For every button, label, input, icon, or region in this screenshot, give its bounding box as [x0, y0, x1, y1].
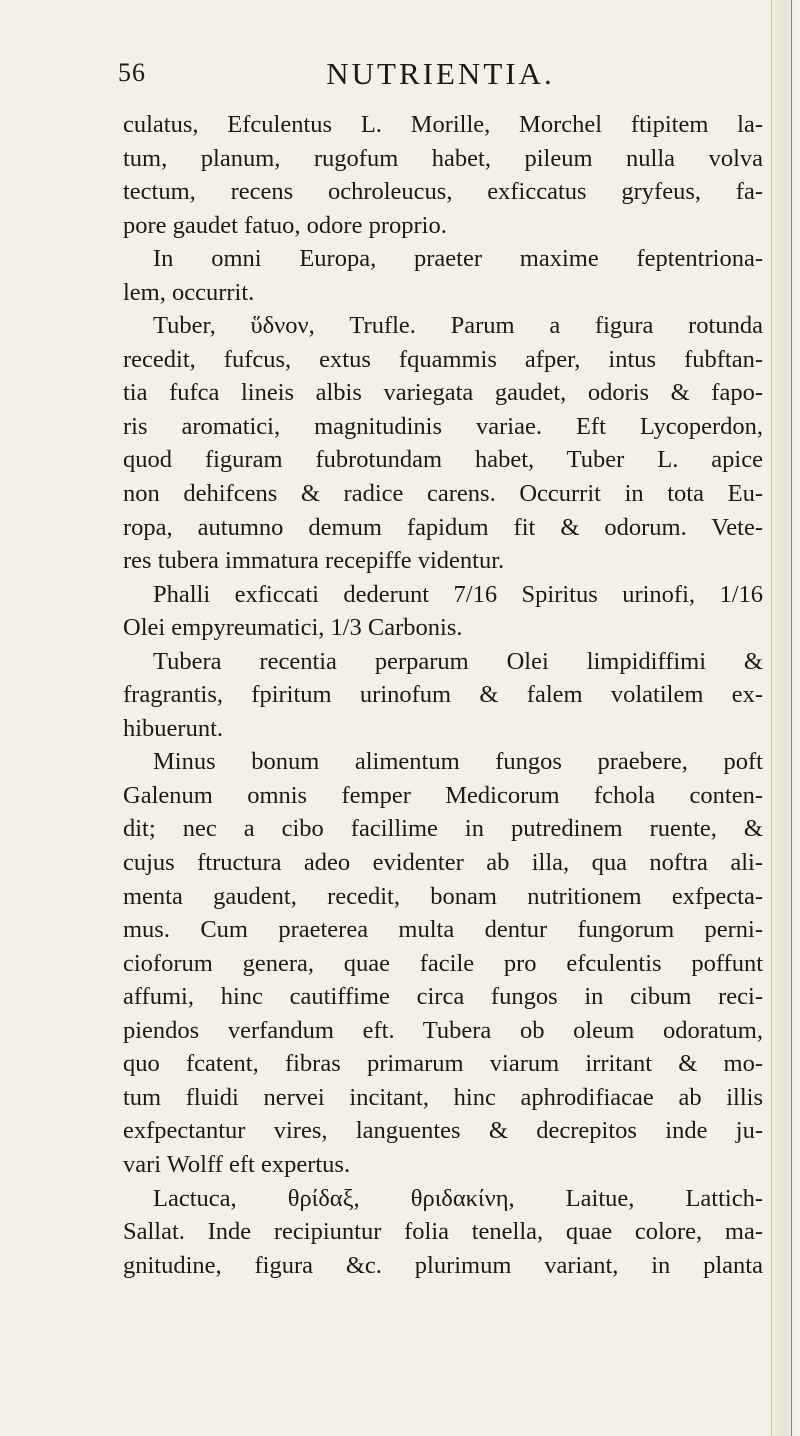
- text-line: lem, occurrit.: [123, 278, 255, 306]
- text-line: tum, planum, rugofum habet, pileum nulla volva: [123, 144, 763, 172]
- text-line: fragrantis, fpiritum urinofum & falem volatilem ex-: [123, 681, 763, 709]
- text-line: tia fufca lineis albis variegata gaudet, odoris & fapo-: [123, 379, 763, 407]
- text-line: hibuerunt.: [123, 714, 224, 742]
- text-line: quod figuram fubrotundam habet, Tuber L. apice: [123, 446, 763, 474]
- text-line: Olei empyreumatici, 1/3 Carbonis.: [123, 614, 463, 642]
- text-line: Tuber, ὕδνον, Trufle. Parum a figura rotunda: [153, 312, 763, 340]
- body-text: [123, 108, 763, 1282]
- text-line: cioforum genera, quae facile pro efculentis poffunt: [123, 949, 763, 977]
- text-line: recedit, fufcus, extus fquammis afper, intus fubftan-: [123, 345, 763, 373]
- page-number: 56: [118, 58, 146, 87]
- text-line: menta gaudent, recedit, bonam nutritionem exfpecta-: [123, 882, 763, 910]
- text-line: piendos verfandum eft. Tubera ob oleum odoratum,: [123, 1016, 763, 1044]
- text-line: Minus bonum alimentum fungos praebere, poft: [153, 748, 763, 776]
- text-line: Phalli exficcati dederunt 7/16 Spiritus urinofi, 1/16: [153, 580, 763, 608]
- text-line: tum fluidi nervei incitant, hinc aphrodifiacae ab illis: [123, 1083, 763, 1111]
- text-line: gnitudine, figura &c. plurimum variant, in planta: [123, 1251, 763, 1279]
- text-line: mus. Cum praeterea multa dentur fungorum perni-: [123, 916, 763, 944]
- text-line: ris aromatici, magnitudinis variae. Eft Lycoperdon,: [123, 412, 763, 440]
- text-line: Sallat. Inde recipiuntur folia tenella, quae colore, ma-: [123, 1218, 763, 1246]
- text-line: dit; nec a cibo facillime in putredinem ruente, &: [123, 815, 763, 843]
- text-line: non dehifcens & radice carens. Occurrit in tota Eu-: [123, 480, 763, 508]
- text-line: In omni Europa, praeter maxime feptentriona-: [153, 245, 763, 273]
- text-line: culatus, Efculentus L. Morille, Morchel ftipitem la-: [123, 111, 763, 138]
- page-edge: [771, 0, 800, 1436]
- text-line: tectum, recens ochroleucus, exficcatus gryfeus, fa-: [123, 178, 763, 206]
- text-line: Lactuca, θρίδαξ, θριδακίνη, Laitue, Lattich-: [153, 1184, 763, 1212]
- text-line: Galenum omnis femper Medicorum fchola conten-: [123, 781, 763, 809]
- text-line: vari Wolff eft expertus.: [123, 1150, 351, 1178]
- text-line: exfpectantur vires, languentes & decrepitos inde ju-: [123, 1117, 763, 1145]
- text-line: ropa, autumno demum fapidum fit & odorum. Vete-: [123, 513, 763, 541]
- text-line: Tubera recentia perparum Olei limpidiffimi &: [153, 647, 763, 675]
- text-line: affumi, hinc cautiffime circa fungos in cibum reci-: [123, 983, 763, 1011]
- text-line: pore gaudet fatuo, odore proprio.: [123, 211, 447, 239]
- page-header: [118, 56, 763, 100]
- running-head: NUTRIENTIA.: [326, 56, 555, 91]
- text-line: cujus ftructura adeo evidenter ab illa, qua noftra ali-: [123, 849, 763, 877]
- text-line: res tubera immatura recepiffe videntur.: [123, 547, 505, 575]
- text-line: quo fcatent, fibras primarum viarum irritant & mo-: [123, 1050, 763, 1078]
